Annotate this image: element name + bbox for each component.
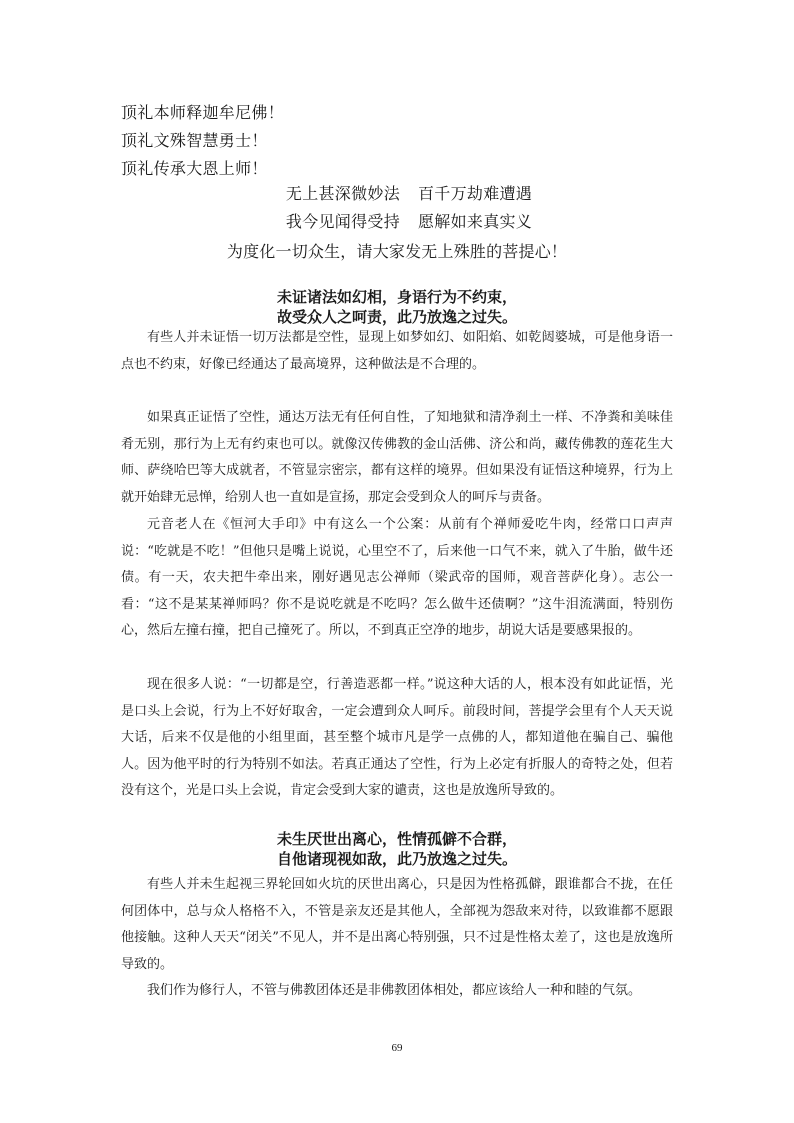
homage-line: 顶礼本师释迦牟尼佛！ (121, 103, 285, 122)
homage-block (121, 99, 681, 183)
opening-verse (0, 180, 794, 236)
body-paragraph: 有些人并未生起视三界轮回如火坑的厌世出离心，只是因为性格孤僻，跟谁都合不拢，在任何团体中，总与众人格格不入，不管是亲友还是其他人，全部视为怨敌来对待，以致谁都不愿跟他接触。这种人天天“闭关”不见人，并不是出离心特别强，只不过是性格太差了，这也是放逸所导致的。 (121, 877, 673, 972)
body-paragraph: 现在很多人说：“一切都是空，行善造恶都一样。”说这种大话的人，根本没有如此证悟，光是口头上会说，行为上不好好取舍，一定会遭到众人呵斥。前段时间，菩提学会里有个人天天说大话，后来不仅是他的小组里面，甚至整个城市凡是学一点佛的人，都知道他在骗自己、骗他人。因为他平时的行为特别不如法。若真正通达了空性，行为上必定有折服人的奇特之处，但若没有这个，光是口头上会说，肯定会受到大家的谴责，这也是放逸所导致的。 (121, 677, 673, 798)
section-heading (0, 829, 794, 869)
heading-line: 未生厌世出离心，性情孤僻不合群， (276, 830, 517, 848)
body-paragraph: 元音老人在《恒河大手印》中有这么一个公案：从前有个禅师爱吃牛肉，经常口口声声说：“吃就是不吃！”但他只是嘴上说说，心里空不了，后来他一口气不来，就入了牛胎，做牛还债。有一天，农夫把牛牵出来，刚好遇见志公禅师（梁武帝的国师，观音菩萨化身）。志公一看：“这不是某某禅师吗？你不是说吃就是不吃吗？怎么做牛还债啊？”这牛泪流满面，特别伤心，然后左撞右撞，把自己撞死了。所以，不到真正空净的地步，胡说大话是要感果报的。 (121, 517, 673, 638)
body-paragraph: 如果真正证悟了空性，通达万法无有任何自性，了知地狱和清净刹土一样、不净粪和美味佳肴无别，那行为上无有约束也可以。就像汉传佛教的金山活佛、济公和尚，藏传佛教的莲花生大师、萨绕哈巴等大成就者，不管显宗密宗，都有这样的境界。但如果没有证悟这种境界，行为上就开始肆无忌惮，给别人也一直如是宣扬，那定会受到众人的呵斥与责备。 (121, 410, 673, 505)
verse-line (0, 180, 794, 208)
verse-right: 愿解如来真实义 (418, 212, 533, 231)
verse-left: 我今见闻得受持 (285, 212, 400, 231)
section-heading (0, 287, 794, 327)
heading-line: 未证诸法如幻相，身语行为不约束， (276, 288, 517, 306)
body-paragraph: 有些人并未证悟一切万法都是空性，显现上如梦如幻、如阳焰、如乾闼婆城，可是他身语一点也不约束，好像已经通达了最高境界，这种做法是不合理的。 (121, 330, 673, 372)
page-number: 69 (391, 1042, 403, 1054)
heading-line: 自他诸现视如敌，此乃放逸之过失。 (276, 850, 517, 868)
heading-line: 故受众人之呵责，此乃放逸之过失。 (276, 308, 517, 326)
bodhicitta-line: 为度化一切众生，请大家发无上殊胜的菩提心！ (226, 242, 568, 261)
verse-line (0, 208, 794, 236)
homage-line: 顶礼文殊智慧勇士！ (121, 131, 268, 150)
verse-right: 百千万劫难遭遇 (418, 184, 533, 203)
verse-left: 无上甚深微妙法 (285, 184, 400, 203)
homage-line: 顶礼传承大恩上师！ (121, 159, 268, 178)
body-paragraph: 我们作为修行人，不管与佛教团体还是非佛教团体相处，都应该给人一种和睦的气氛。 (147, 983, 642, 998)
